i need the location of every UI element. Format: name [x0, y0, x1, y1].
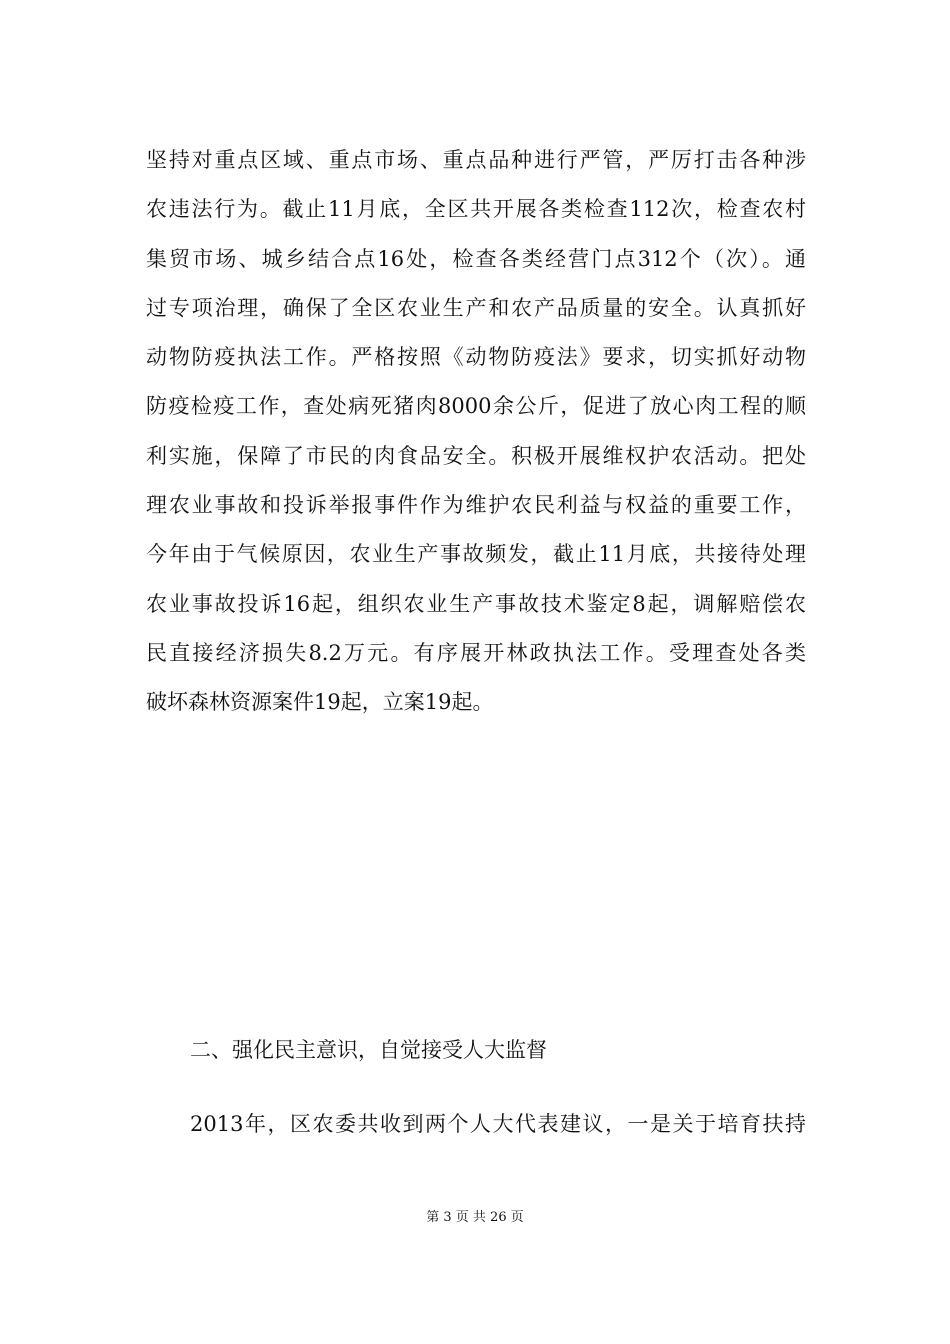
text-line: 农违法行为。截止11月底，全区共开展各类检查112次，检查农村 [146, 197, 806, 222]
paragraph-first-line: 2013年，区农委共收到两个人大代表建议，一是关于培育扶持 [190, 1112, 806, 1136]
text-line: 破坏森林资源案件19起，立案19起。 [146, 690, 494, 715]
text-line: 过专项治理，确保了全区农业生产和农产品质量的安全。认真抓好 [146, 295, 806, 320]
text-line: 理农业事故和投诉举报事件作为维护农民利益与权益的重要工作， [146, 493, 806, 518]
text-line: 利实施，保障了市民的肉食品安全。积极开展维权护农活动。把处 [146, 443, 806, 468]
text-line: 防疫检疫工作，查处病死猪肉8000余公斤，促进了放心肉工程的顺 [146, 394, 806, 419]
text-line: 集贸市场、城乡结合点16处，检查各类经营门点312个（次）。通 [146, 246, 806, 271]
text-line: 民直接经济损失8.2万元。有序展开林政执法工作。受理查处各类 [146, 640, 806, 665]
text-line: 坚持对重点区域、重点市场、重点品种进行严管，严厉打击各种涉 [146, 148, 806, 172]
text-line: 农业事故投诉16起，组织农业生产事故技术鉴定8起，调解赔偿农 [146, 591, 806, 616]
text-line: 动物防疫执法工作。严格按照《动物防疫法》要求，切实抓好动物 [146, 345, 806, 370]
section-heading: 二、强化民主意识，自觉接受人大监督 [190, 1038, 547, 1062]
body-text [146, 136, 806, 728]
text-line: 今年由于气候原因，农业生产事故频发，截止11月底，共接待处理 [146, 542, 806, 567]
page-footer: 第 3 页 共 26 页 [426, 1210, 524, 1225]
